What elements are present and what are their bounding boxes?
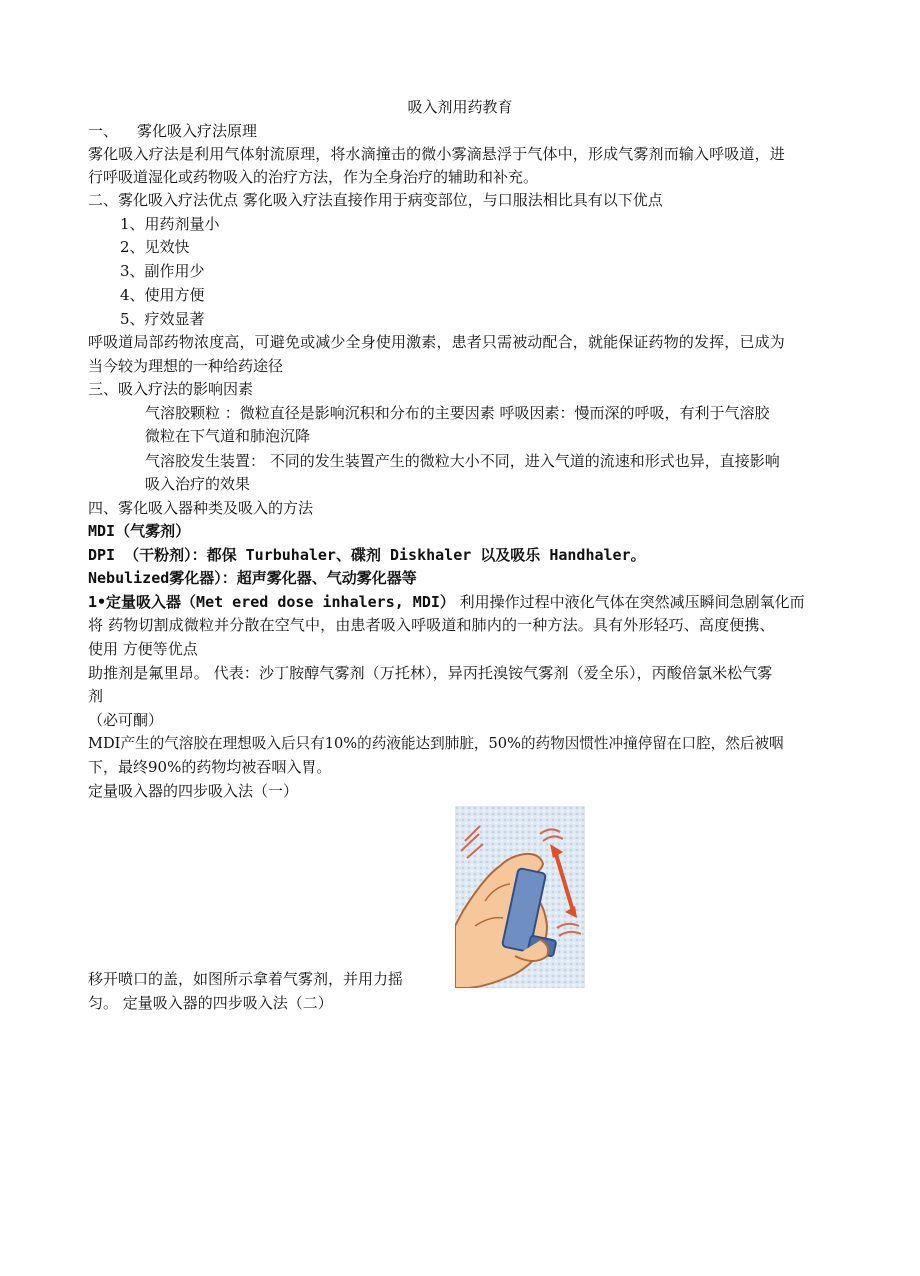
section-3-para-1-line-2: 微粒在下气道和肺泡沉降	[145, 427, 311, 445]
item-1-line-2: 将 药物切割成微粒并分散在空气中，由患者吸入呼吸道和肺内的一种方法。具有外形轻巧、高度便携、	[88, 616, 775, 634]
section-1-num: 一、	[88, 122, 119, 140]
propellant-line-2: 剂	[88, 687, 104, 705]
hand-inhaler-icon	[455, 806, 585, 988]
section-2-para-line-2: 当今较为理想的一种给药途径	[88, 357, 284, 375]
list-item: 3、副作用少	[120, 262, 205, 280]
section-3-para-1-line-1: 气溶胶颗粒 ：微粒直径是影响沉积和分布的主要因素 呼吸因素：慢而深的呼吸，有利于气溶胶	[145, 404, 770, 422]
section-2-para-line-1: 呼吸道局部药物浓度高，可避免或减少全身使用激素，患者只需被动配合，就能保证药物的发挥，已成为	[88, 333, 785, 351]
item-1-label: 1•定量吸入器（Met ered dose inhalers, MDI）	[88, 593, 455, 611]
item-1-text: 利用操作过程中液化气体在突然减压瞬间急剧氧化而	[454, 593, 805, 611]
list-item: 1、用药剂量小	[120, 215, 220, 233]
section-4-heading: 四、雾化吸入器种类及吸入的方法	[88, 499, 314, 517]
mdi-para-line-2: 下，最终90%的药物均被吞咽入胃。	[88, 758, 332, 776]
mdi-line: MDI（气雾剂）	[88, 522, 191, 540]
item-1-line-1	[88, 591, 805, 613]
nebulizer-line: Nebulized雾化器）：超声雾化器、气动雾化器等	[88, 569, 417, 587]
section-1-heading: 雾化吸入疗法原理	[137, 122, 258, 140]
list-item: 4、使用方便	[120, 286, 205, 304]
page-title: 吸入剂用药教育	[407, 98, 513, 116]
section-3-para-2-line-2: 吸入治疗的效果	[145, 475, 251, 493]
section-2-heading: 二、雾化吸入疗法优点 雾化吸入疗法直接作用于病变部位，与口服法相比具有以下优点	[88, 191, 663, 209]
dpi-line: DPI （干粉剂）：都保 Turbuhaler、碟剂 Diskhaler 以及吸乐 Handhaler。	[88, 546, 646, 564]
step-1-heading: 定量吸入器的四步吸入法（一）	[88, 782, 299, 800]
list-item: 2、见效快	[120, 238, 190, 256]
item-1-line-3: 使用 方便等优点	[88, 640, 198, 658]
section-1-para-line-2: 行呼吸道湿化或药物吸入的治疗方法，作为全身治疗的辅助和补充。	[88, 168, 539, 186]
list-item: 5、疗效显著	[120, 310, 205, 328]
inhaler-illustration	[455, 806, 585, 988]
propellant-line-1: 助推剂是氟里昂。 代表：沙丁胺醇气雾剂（万托林），异丙托溴铵气雾剂（爱全乐），丙酸倍氯米松气雾	[88, 664, 773, 682]
section-1-para-line-1: 雾化吸入疗法是利用气体射流原理，将水滴撞击的微小雾滴悬浮于气体中，形成气雾剂而输入呼吸道，进	[88, 145, 785, 163]
section-3-heading: 三、吸入疗法的影响因素	[88, 380, 254, 398]
caption-line-1: 移开喷口的盖，如图所示拿着气雾剂，并用力摇	[88, 970, 404, 988]
mdi-para-line-1: MDI产生的气溶胶在理想吸入后只有10%的药液能达到肺脏，50%的药物因惯性冲撞停留在口腔，然后被咽	[88, 735, 784, 752]
brand-paren: （必可酮）	[88, 711, 164, 729]
section-3-para-2-line-1: 气溶胶发生装置： 不同的发生装置产生的微粒大小不同，进入气道的流速和形式也异，直接影响	[145, 452, 780, 470]
caption-line-2: 匀。 定量吸入器的四步吸入法（二）	[88, 994, 333, 1012]
